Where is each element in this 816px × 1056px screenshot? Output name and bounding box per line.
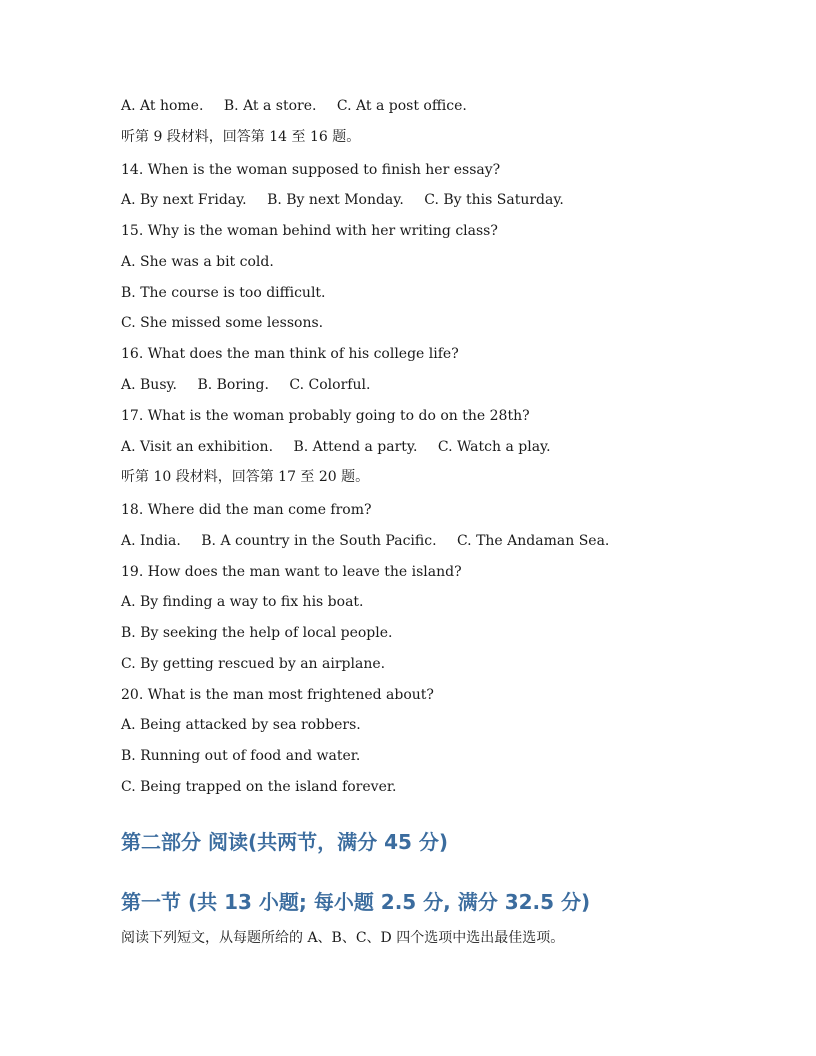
option-b: B. By next Monday. (267, 192, 404, 208)
options-line-q13 (121, 97, 467, 115)
option-19-b: B. By seeking the help of local people. (121, 625, 393, 641)
option-19-c: C. By getting rescued by an airplane. (121, 656, 386, 672)
option-20-a: A. Being attacked by sea robbers. (121, 717, 361, 733)
option-a: A. By next Friday. (121, 192, 247, 208)
option-c: C. By this Saturday. (424, 192, 564, 208)
options-line-q18 (121, 532, 609, 550)
option-15-b: B. The course is too difficult. (121, 285, 326, 301)
option-b: B. A country in the South Pacific. (201, 533, 437, 549)
option-c: C. Colorful. (289, 377, 371, 393)
question-14: 14. When is the woman supposed to finish her essay? (121, 162, 501, 178)
options-line-q17 (121, 438, 551, 456)
part-two-heading: 第二部分 阅读(共两节，满分 45 分) (121, 830, 449, 854)
option-c: C. At a post office. (336, 98, 467, 114)
option-b: B. Attend a party. (293, 439, 418, 455)
option-a: A. India. (121, 533, 181, 549)
question-19: 19. How does the man want to leave the island? (121, 564, 462, 580)
option-a: A. Visit an exhibition. (121, 439, 274, 455)
option-15-c: C. She missed some lessons. (121, 315, 324, 331)
question-15: 15. Why is the woman behind with her writing class? (121, 223, 498, 239)
options-line-q16 (121, 376, 370, 394)
reading-instruction: 阅读下列短文，从每题所给的 A、B、C、D 四个选项中选出最佳选项。 (121, 930, 565, 946)
options-line-q14 (121, 191, 564, 209)
option-c: C. Watch a play. (437, 439, 551, 455)
option-a: A. At home. (121, 98, 204, 114)
option-b: B. At a store. (223, 98, 317, 114)
option-b: B. Boring. (197, 377, 269, 393)
option-20-c: C. Being trapped on the island forever. (121, 779, 397, 795)
question-18: 18. Where did the man come from? (121, 502, 372, 518)
section-one-heading: 第一节 (共 13 小题; 每小题 2.5 分, 满分 32.5 分) (121, 890, 591, 914)
listening-instruction-10: 听第 10 段材料，回答第 17 至 20 题。 (121, 469, 370, 485)
option-20-b: B. Running out of food and water. (121, 748, 361, 764)
option-c: C. The Andaman Sea. (456, 533, 610, 549)
option-15-a: A. She was a bit cold. (121, 254, 274, 270)
option-a: A. Busy. (121, 377, 177, 393)
question-20: 20. What is the man most frightened about? (121, 687, 434, 703)
question-16: 16. What does the man think of his college life? (121, 346, 459, 362)
question-17: 17. What is the woman probably going to do on the 28th? (121, 408, 530, 424)
listening-instruction-9: 听第 9 段材料，回答第 14 至 16 题。 (121, 129, 361, 145)
option-19-a: A. By finding a way to fix his boat. (121, 594, 364, 610)
